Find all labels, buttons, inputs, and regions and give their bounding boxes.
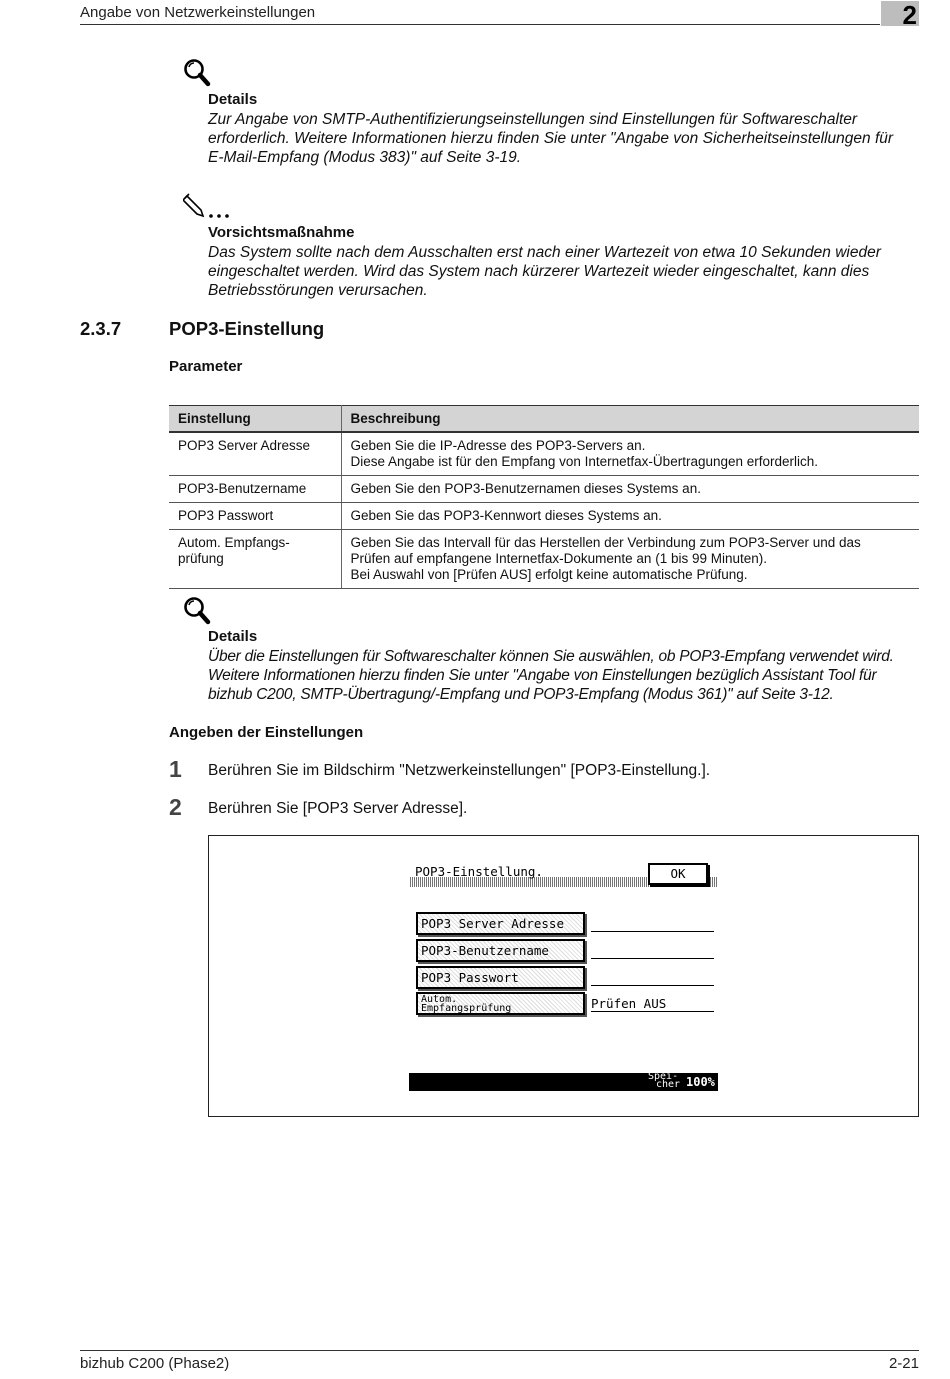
cell-line: POP3 Server Adresse [178,438,311,453]
note-line: Weitere Informationen hierzu finden Sie unter "Angabe von Einstellungen bezüglich Assistant Tool für [208,667,877,684]
table-row [169,432,919,476]
magnifier-icon [183,596,211,631]
note-line: Das System sollte nach dem Ausschalten erst nach einer Wartezeit von etwa 10 Sekunden wieder [208,244,881,261]
header-rule [80,24,880,25]
setting-cell [169,530,341,589]
steps-heading: Angeben der Einstellungen [169,724,364,741]
note-line: E-Mail-Empfang (Modus 383)" auf Seite 3-19. [208,149,522,166]
button-label-line: Empfangsprüfung [421,1003,512,1014]
step-number: 1 [169,756,182,782]
setting-cell [169,503,341,530]
note-line: bizhub C200, SMTP-Übertragung/-Empfang und POP3-Empfang (Modus 361)" auf Seite 3-12. [208,686,834,703]
button-label-line: Autom. [421,994,458,1005]
cell-line: Prüfen auf empfangene Internetfax-Dokumente an (1 bis 99 Minuten). [350,551,767,566]
description-cell [341,476,919,503]
magnifier-icon [183,58,211,93]
table-header-row [169,406,919,433]
cell-line: POP3-Benutzername [178,481,307,496]
step-text: Berühren Sie im Bildschirm "Netzwerkeinstellungen" [POP3-Einstellung.]. [208,762,711,779]
column-header: Einstellung [169,406,341,433]
table-row [169,476,919,503]
setting-cell [169,432,341,476]
note-body [208,110,920,167]
footer-product: bizhub C200 (Phase2) [80,1355,230,1372]
note-line: eingeschaltet werden. Wird das System nach kürzerer Wartezeit wieder eingeschaltet, kann dies [208,263,870,280]
value-line [591,958,714,959]
note-body [208,647,920,704]
memory-label [648,1073,680,1089]
cell-line: Diese Angabe ist für den Empfang von Internetfax-Übertragungen erforderlich. [350,454,819,469]
lcd-screen-title: POP3-Einstellung. [415,864,543,879]
cell-line: Geben Sie das POP3-Kennwort dieses Systems an. [350,508,662,523]
column-header: Beschreibung [341,406,919,433]
pop3-server-address-button[interactable]: POP3 Server Adresse [416,912,585,935]
table-row [169,530,919,589]
auto-receive-check-button[interactable] [416,992,585,1015]
note-body [208,243,920,300]
running-header-title: Angabe von Netzwerkeinstellungen [80,4,316,21]
memory-label-line: Spei- [648,1071,679,1082]
description-cell [341,530,919,589]
step-text: Berühren Sie [POP3 Server Adresse]. [208,800,468,817]
chapter-number: 2 [902,0,917,30]
table-row [169,503,919,530]
pop3-password-button[interactable]: POP3 Passwort [416,966,585,989]
page-number: 2-21 [888,1355,919,1372]
note-title: Details [208,628,258,645]
pop3-username-button[interactable]: POP3-Benutzername [416,939,585,962]
parameter-heading: Parameter [169,358,243,375]
note-line: Über die Einstellungen für Softwareschalter können Sie auswählen, ob POP3-Empfang verwendet wird. [208,648,894,665]
cell-line: Geben Sie das Intervall für das Herstellen der Verbindung zum POP3-Server und das [350,535,861,550]
step-number: 2 [169,794,182,820]
cell-line: prüfung [178,551,224,566]
auto-receive-check-value: Prüfen AUS [591,996,667,1011]
value-line [591,985,714,986]
section-title: POP3-Einstellung [169,318,325,339]
note-title: Details [208,91,258,108]
note-title: Vorsichtsmaßnahme [208,224,355,241]
cell-line: Geben Sie den POP3-Benutzernamen dieses Systems an. [350,481,701,496]
value-line [591,1011,714,1012]
note-line: erforderlich. Weitere Informationen hierzu finden Sie unter "Angabe von Sicherheitseinstellungen für [208,130,894,147]
description-cell [341,432,919,476]
cell-line: Autom. Empfangs- [178,535,290,550]
footer-rule [80,1350,919,1351]
cell-line: Geben Sie die IP-Adresse des POP3-Servers an. [350,438,646,453]
setting-cell [169,476,341,503]
ok-button[interactable]: OK [648,863,708,885]
pencil-icon [183,192,235,225]
cell-line: Bei Auswahl von [Prüfen AUS] erfolgt keine automatische Prüfung. [350,567,748,582]
description-cell [341,503,919,530]
note-line: Zur Angabe von SMTP-Authentifizierungseinstellungen sind Einstellungen für Softwareschalter [208,111,858,128]
note-line: Betriebsstörungen verursachen. [208,282,428,299]
cell-line: POP3 Passwort [178,508,274,523]
memory-percentage: 100% [686,1075,715,1089]
section-number: 2.3.7 [80,318,122,339]
value-line [591,931,714,932]
parameter-table [169,405,919,589]
memory-label-line: cher [656,1079,681,1090]
